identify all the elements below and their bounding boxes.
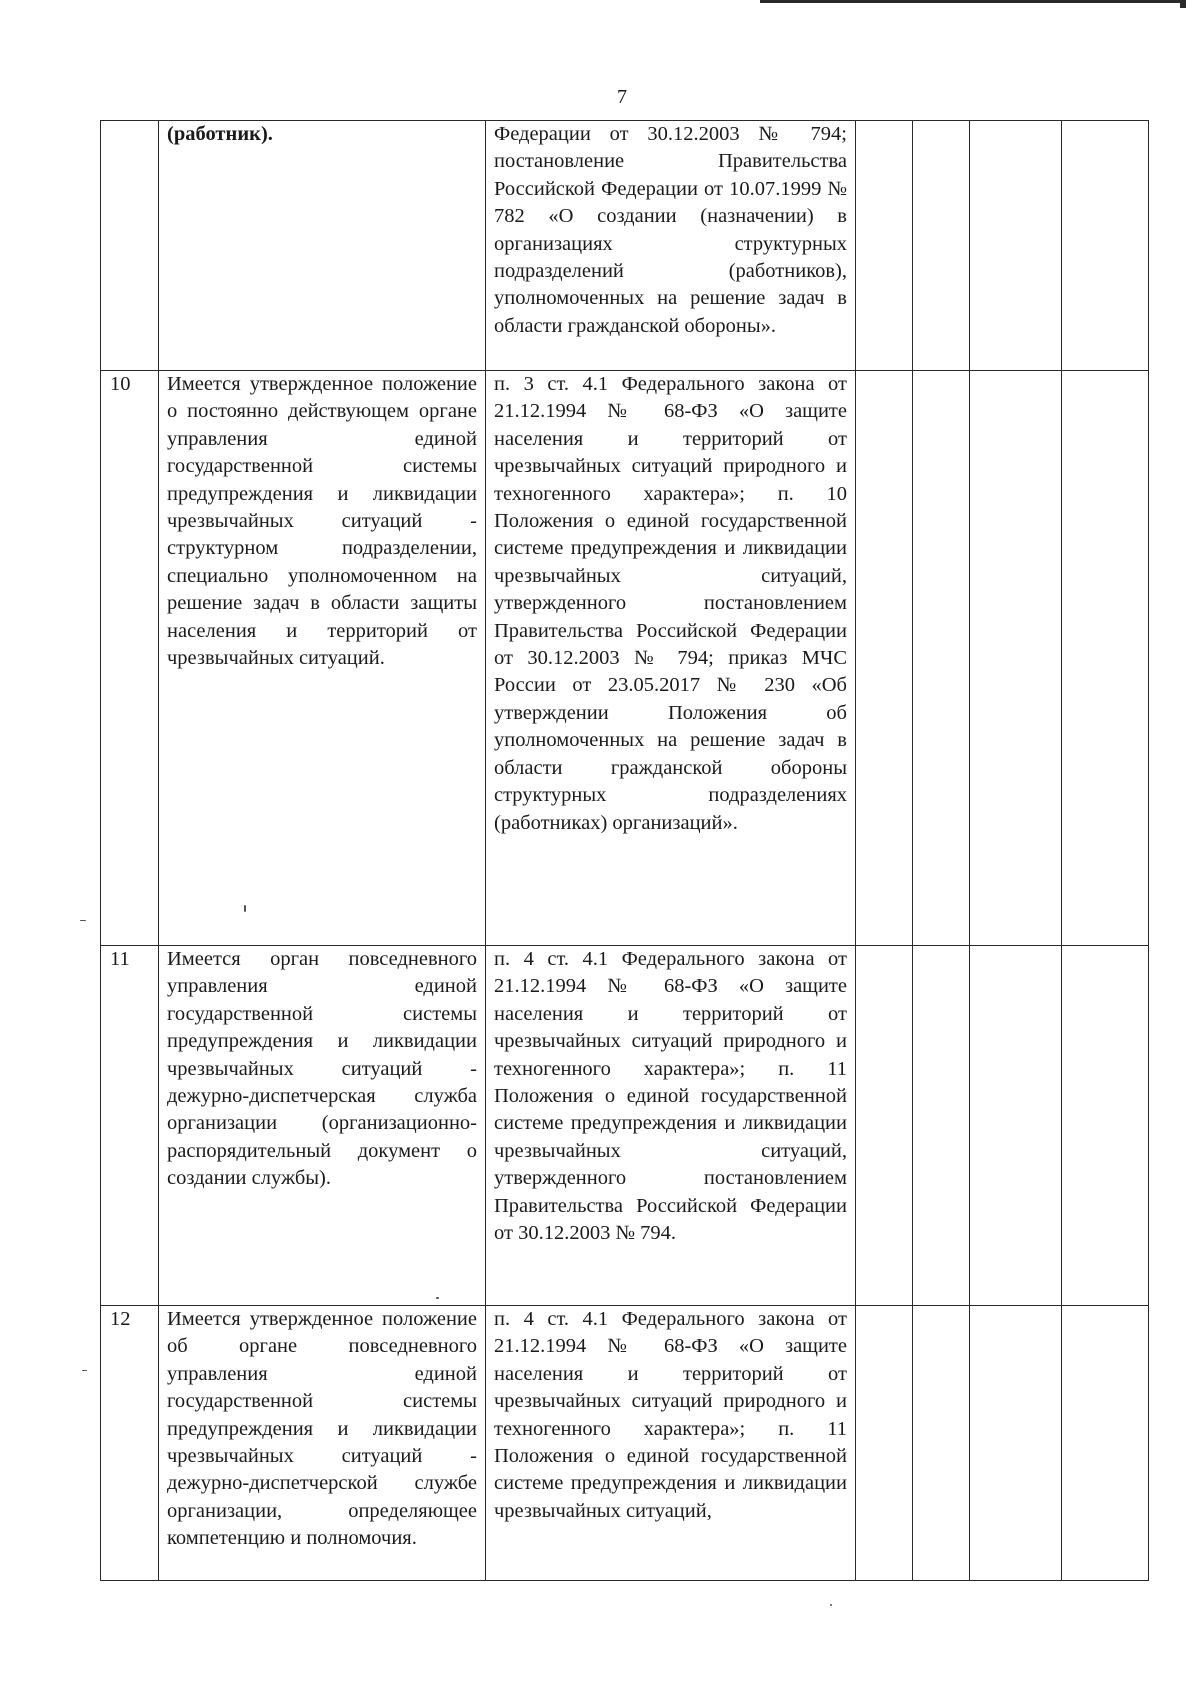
scan-speck xyxy=(830,1604,832,1606)
scan-speck xyxy=(244,905,246,912)
table-row xyxy=(101,946,1149,1306)
requirement-text: (работник). xyxy=(159,121,486,371)
table-row xyxy=(101,371,1149,946)
empty-cell xyxy=(856,121,913,371)
scan-speck xyxy=(80,920,86,921)
legal-reference-text: п. 4 ст. 4.1 Федерального закона от 21.12.1994 № 68-ФЗ «О защите населения и территорий от чрезвычайных ситуаций природного и техногенного характера»; п. 11 Положения о единой государственной системе предупреждения и ликвидации чрезвычайных ситуаций, утвержденного постановлением Правительства Российской Федерации от 30.12.2003 № 794. xyxy=(486,946,856,1306)
checklist-table xyxy=(100,120,1149,1581)
empty-cell xyxy=(1062,121,1149,371)
table-row xyxy=(101,1306,1149,1581)
empty-cell xyxy=(970,121,1062,371)
row-number: 11 xyxy=(101,946,159,1306)
empty-cell xyxy=(970,1306,1062,1581)
empty-cell xyxy=(913,946,970,1306)
row-number: 10 xyxy=(101,371,159,946)
empty-cell xyxy=(970,371,1062,946)
empty-cell xyxy=(856,1306,913,1581)
empty-cell xyxy=(970,946,1062,1306)
requirement-text: Имеется утвержденное положение об органе повседневного управления единой государственной системы предупреждения и ликвидации чрезвычайных ситуаций - дежурно-диспетчерской службе организации, определяющее компетенцию и полномочия. xyxy=(159,1306,486,1581)
legal-reference-text: п. 3 ст. 4.1 Федерального закона от 21.12.1994 № 68-ФЗ «О защите населения и территорий от чрезвычайных ситуаций природного и техногенного характера»; п. 10 Положения о единой государственной системе предупреждения и ликвидации чрезвычайных ситуаций, утвержденного постановлением Правительства Российской Федерации от 30.12.2003 № 794; приказ МЧС России от 23.05.2017 № 230 «Об утверждении Положения об уполномоченных на решение задач в области гражданской обороны структурных подразделениях (работниках) организаций». xyxy=(486,371,856,946)
legal-reference-text: п. 4 ст. 4.1 Федерального закона от 21.12.1994 № 68-ФЗ «О защите населения и территорий от чрезвычайных ситуаций природного и техногенного характера»; п. 11 Положения о единой государственной системе предупреждения и ликвидации чрезвычайных ситуаций, xyxy=(486,1306,856,1581)
empty-cell xyxy=(1062,1306,1149,1581)
scan-edge-mark xyxy=(1180,0,1186,8)
row-number: 12 xyxy=(101,1306,159,1581)
empty-cell xyxy=(913,1306,970,1581)
empty-cell xyxy=(1062,946,1149,1306)
page-number: 7 xyxy=(617,86,627,108)
empty-cell xyxy=(856,946,913,1306)
empty-cell xyxy=(856,371,913,946)
row-number xyxy=(101,121,159,371)
requirement-text: Имеется орган повседневного управления единой государственной системы предупреждения и ликвидации чрезвычайных ситуаций - дежурно-диспетчерская служба организации (организационно-распорядительный документ о создании службы). xyxy=(159,946,486,1306)
empty-cell xyxy=(913,121,970,371)
scan-edge-line xyxy=(760,0,1185,3)
legal-reference-text: Федерации от 30.12.2003 № 794; постановление Правительства Российской Федерации от 10.07.1999 № 782 «О создании (назначении) в организациях структурных подразделений (работников), уполномоченных на решение задач в области гражданской обороны». xyxy=(486,121,856,371)
empty-cell xyxy=(913,371,970,946)
scan-speck xyxy=(436,1297,439,1299)
table-row xyxy=(101,121,1149,371)
requirement-text: Имеется утвержденное положение о постоянно действующем органе управления единой государственной системы предупреждения и ликвидации чрезвычайных ситуаций - структурном подразделении, специально уполномоченном на решение задач в области защиты населения и территорий от чрезвычайных ситуаций. xyxy=(159,371,486,946)
scan-speck xyxy=(82,1370,87,1371)
empty-cell xyxy=(1062,371,1149,946)
